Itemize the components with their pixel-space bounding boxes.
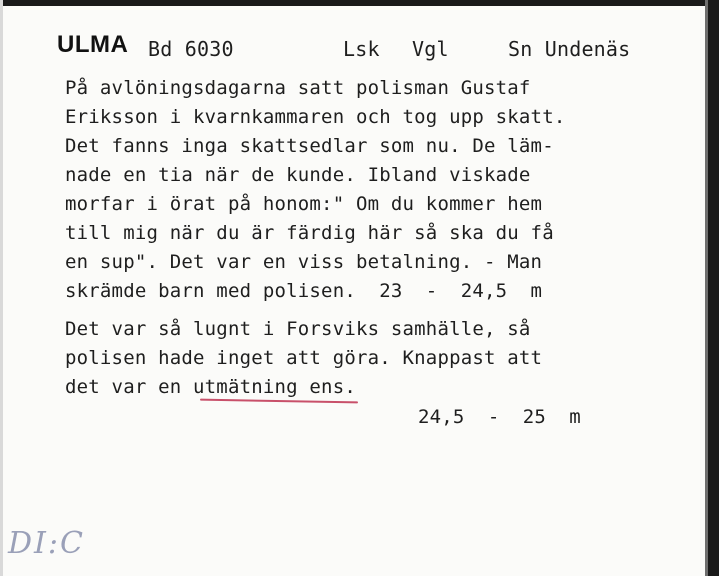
hundred-code: Vgl <box>412 37 449 61</box>
district-code: Lsk <box>343 37 380 61</box>
card-left-edge <box>0 0 3 576</box>
record-number: Bd 6030 <box>148 37 234 61</box>
entry1-line: nade en tia när de kunde. Ibland viskade <box>65 164 531 186</box>
entry1-line: Det fanns inga skattsedlar som nu. De läm- <box>65 135 554 157</box>
entry2-line: det var en utmätning ens. <box>65 376 356 398</box>
card-right-edge <box>708 0 719 576</box>
entry2-line: Det var så lugnt i Forsviks samhälle, så <box>65 318 531 340</box>
handwritten-classification: DI:C <box>8 526 85 561</box>
entry1-line-with-reference: skrämde barn med polisen. 23 - 24,5 m <box>65 280 543 302</box>
archive-label: ULMA <box>57 31 129 58</box>
entry1-line: Eriksson i kvarnkammaren och tog upp skatt. <box>65 106 566 128</box>
card-top-edge <box>0 0 719 6</box>
entry2-line: polisen hade inget att göra. Knappast att <box>65 347 543 369</box>
entry1-line: morfar i örat på honom:" Om du kommer hem <box>65 193 543 215</box>
red-underline-mark <box>200 399 358 404</box>
entry1-line: På avlöningsdagarna satt polisman Gustaf <box>65 77 531 99</box>
parish-name: Sn Undenäs <box>508 37 631 61</box>
entry1-line: en sup". Det var en viss betalning. - Man <box>65 251 543 273</box>
entry1-line: till mig när du är färdig här så ska du få <box>65 222 554 244</box>
entry2-reference: 24,5 - 25 m <box>418 406 581 428</box>
